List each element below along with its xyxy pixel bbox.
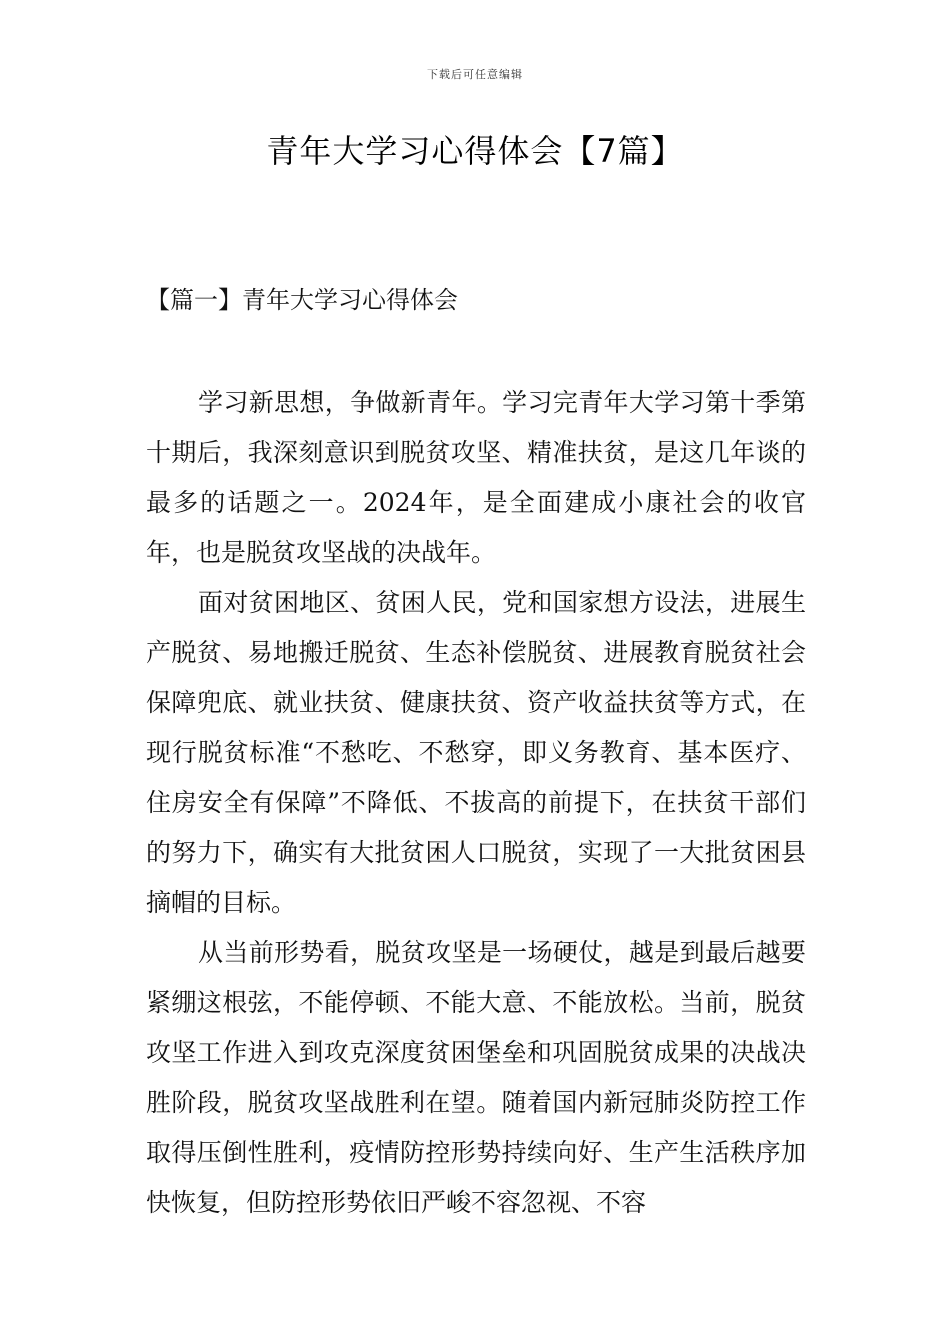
- document-body: [146, 378, 806, 1228]
- paragraph: 从当前形势看，脱贫攻坚是一场硬仗，越是到最后越要紧绷这根弦，不能停顿、不能大意、不能放松。当前，脱贫攻坚工作进入到攻克深度贫困堡垒和巩固脱贫成果的决战决胜阶段，脱贫攻坚战胜利在望。随着国内新冠肺炎防控工作取得压倒性胜利，疫情防控形势持续向好、生产生活秩序加快恢复，但防控形势依旧严峻不容忽视、不容: [146, 938, 806, 1217]
- paragraph: 学习新思想，争做新青年。学习完青年大学习第十季第十期后，我深刻意识到脱贫攻坚、精准扶贫，是这几年谈的最多的话题之一。2024年，是全面建成小康社会的收官年，也是脱贫攻坚战的决战年。: [146, 388, 806, 567]
- document-title: 青年大学习心得体会【7篇】: [266, 132, 684, 170]
- section-heading: 【篇一】青年大学习心得体会: [146, 286, 458, 314]
- paragraph: 面对贫困地区、贫困人民，党和国家想方设法，进展生产脱贫、易地搬迁脱贫、生态补偿脱贫、进展教育脱贫社会保障兜底、就业扶贫、健康扶贫、资产收益扶贫等方式，在现行脱贫标准“不愁吃、不愁穿，即义务教育、基本医疗、住房安全有保障”不降低、不拔高的前提下，在扶贫干部们的努力下，确实有大批贫困人口脱贫，实现了一大批贫困县摘帽的目标。: [146, 588, 806, 917]
- header-note: 下载后可任意编辑: [427, 68, 523, 81]
